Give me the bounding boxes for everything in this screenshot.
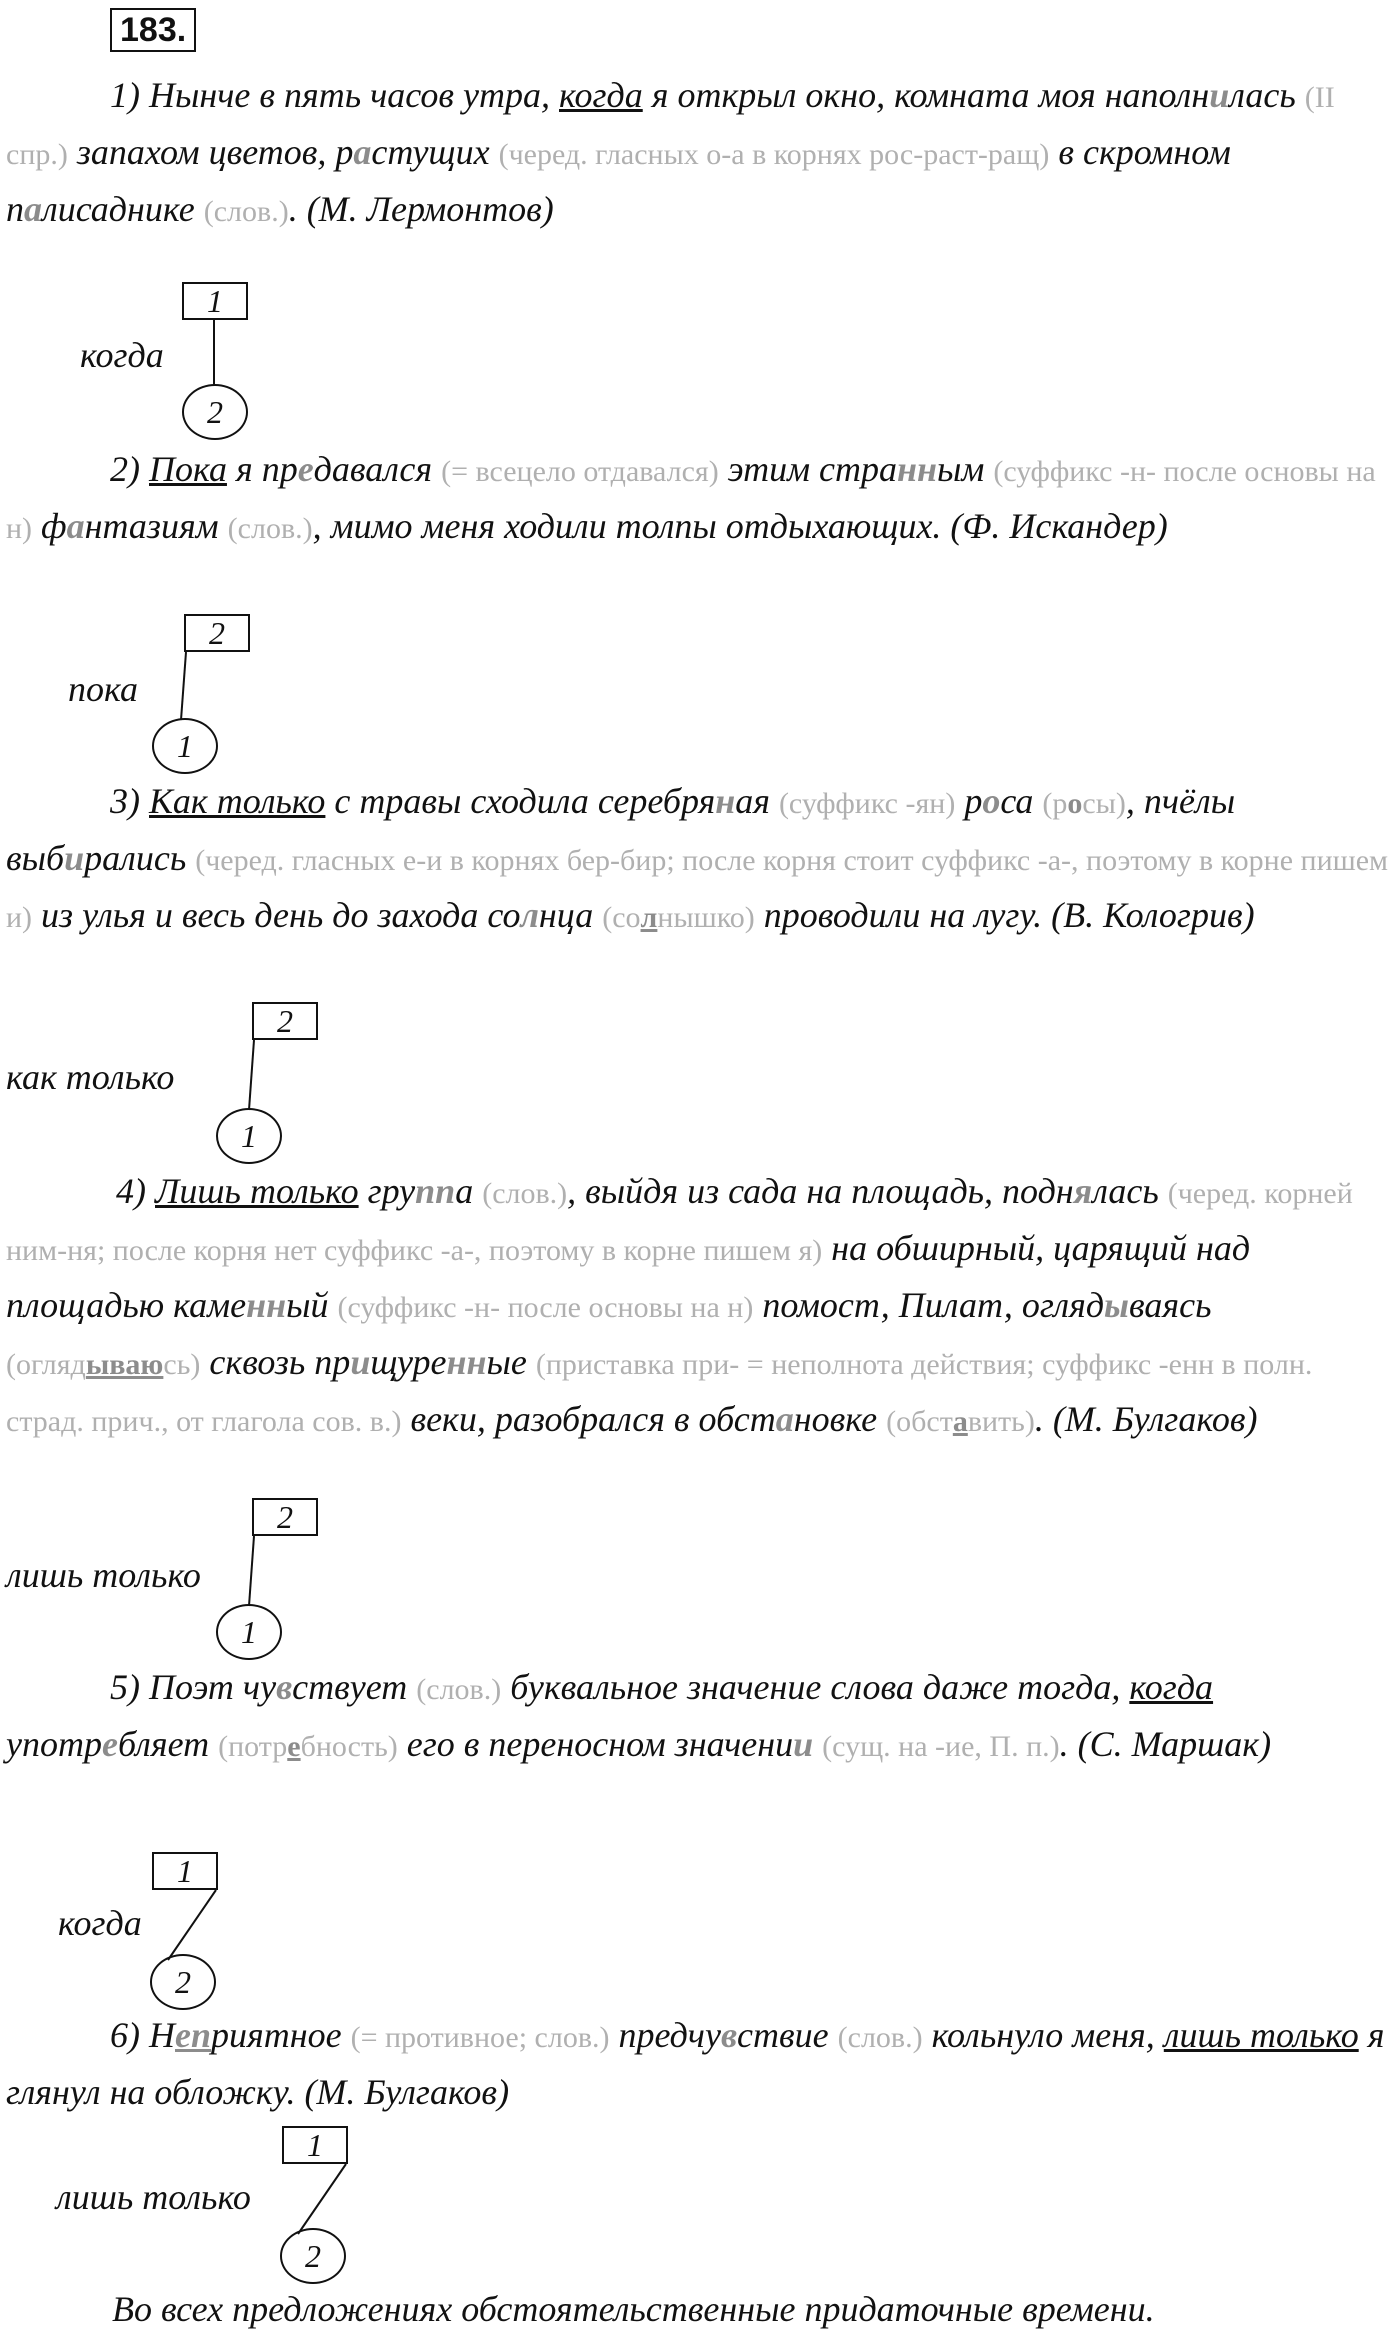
- sentence-1: 1) Нынче в пять часов утра, когда я открыл окно, комната моя наполнилась (II спр.) запахом цветов, растущих (черед. гласных о-а в корнях рос-раст-ращ) в скромном палисаднике (слов.). (М. Лермонтов): [6, 75, 1335, 229]
- scheme-6-main-clause: 1: [282, 2126, 348, 2164]
- scheme-1-conjunction: когда: [80, 335, 164, 375]
- scheme-4-subordinate-clause: 1: [216, 1604, 282, 1660]
- conjunction: Пока: [149, 449, 227, 489]
- conjunction: лишь только: [1163, 2015, 1359, 2055]
- conjunction: когда: [559, 75, 643, 115]
- scheme-5-main-clause: 1: [152, 1852, 218, 1890]
- scheme-1-main-clause: 1: [182, 282, 248, 320]
- scheme-2-main-clause: 2: [184, 614, 250, 652]
- conjunction: Как только: [149, 781, 326, 821]
- sentence-3: 3) Как только с травы сходила серебряная (суффикс -ян) роса (росы), пчёлы выбирались (черед. гласных е-и в корнях бер-бир; после корня стоит суффикс -а-, поэтому в корне пишем и) из улья и весь день до захода солнца (солнышко) проводили на лугу. (В. Кологрив): [6, 781, 1389, 935]
- scheme-2-conjunction: пока: [68, 669, 138, 709]
- sentence-2: 2) Пока я предавался (= всецело отдавался) этим странным (суффикс -н- после основы на н) фантазиям (слов.), мимо меня ходили толпы отдыхающих. (Ф. Искандер): [6, 449, 1376, 546]
- scheme-1-subordinate-clause: 2: [182, 384, 248, 440]
- scheme-3-main-clause: 2: [252, 1002, 318, 1040]
- scheme-3-conjunction: как только: [6, 1057, 175, 1097]
- scheme-4-main-clause: 2: [252, 1498, 318, 1536]
- scheme-6-conjunction: лишь только: [56, 2177, 251, 2217]
- conjunction: Лишь только: [155, 1171, 359, 1211]
- scheme-2-subordinate-clause: 1: [152, 718, 218, 774]
- scheme-5-subordinate-clause: 2: [150, 1954, 216, 2010]
- exercise-number: 183.: [110, 8, 196, 52]
- scheme-5-conjunction: когда: [58, 1903, 142, 1943]
- conjunction: когда: [1129, 1667, 1214, 1707]
- scheme-3-subordinate-clause: 1: [216, 1108, 282, 1164]
- sentence-5: 5) Поэт чувствует (слов.) буквальное значение слова даже тогда, когда употребляет (потребность) его в переносном значении (сущ. на -ие, П. п.). (С. Маршак): [6, 1667, 1272, 1764]
- sentence-4: 4) Лишь только группа (слов.), выйдя из сада на площадь, поднялась (черед. корней ним-ня; после корня нет суффикс -а-, поэтому в корне пишем я) на обширный, царящий над площадью каменный (суффикс -н- после основы на н) помост, Пилат, оглядываясь (оглядываюсь) сквозь прищуренные (приставка при- = неполнота действия; суффикс -енн в полн. страд. прич., от глагола сов. в.) веки, разобрался в обстановке (обставить). (М. Булгаков): [6, 1171, 1353, 1439]
- sentence-6: 6) Неприятное (= противное; слов.) предчувствие (слов.) кольнуло меня, лишь только я глянул на обложку. (М. Булгаков): [6, 2015, 1385, 2112]
- scheme-4-conjunction: лишь только: [6, 1555, 201, 1595]
- scheme-6-subordinate-clause: 2: [280, 2228, 346, 2284]
- conclusion: Во всех предложениях обстоятельственные придаточные времени.: [112, 2289, 1155, 2329]
